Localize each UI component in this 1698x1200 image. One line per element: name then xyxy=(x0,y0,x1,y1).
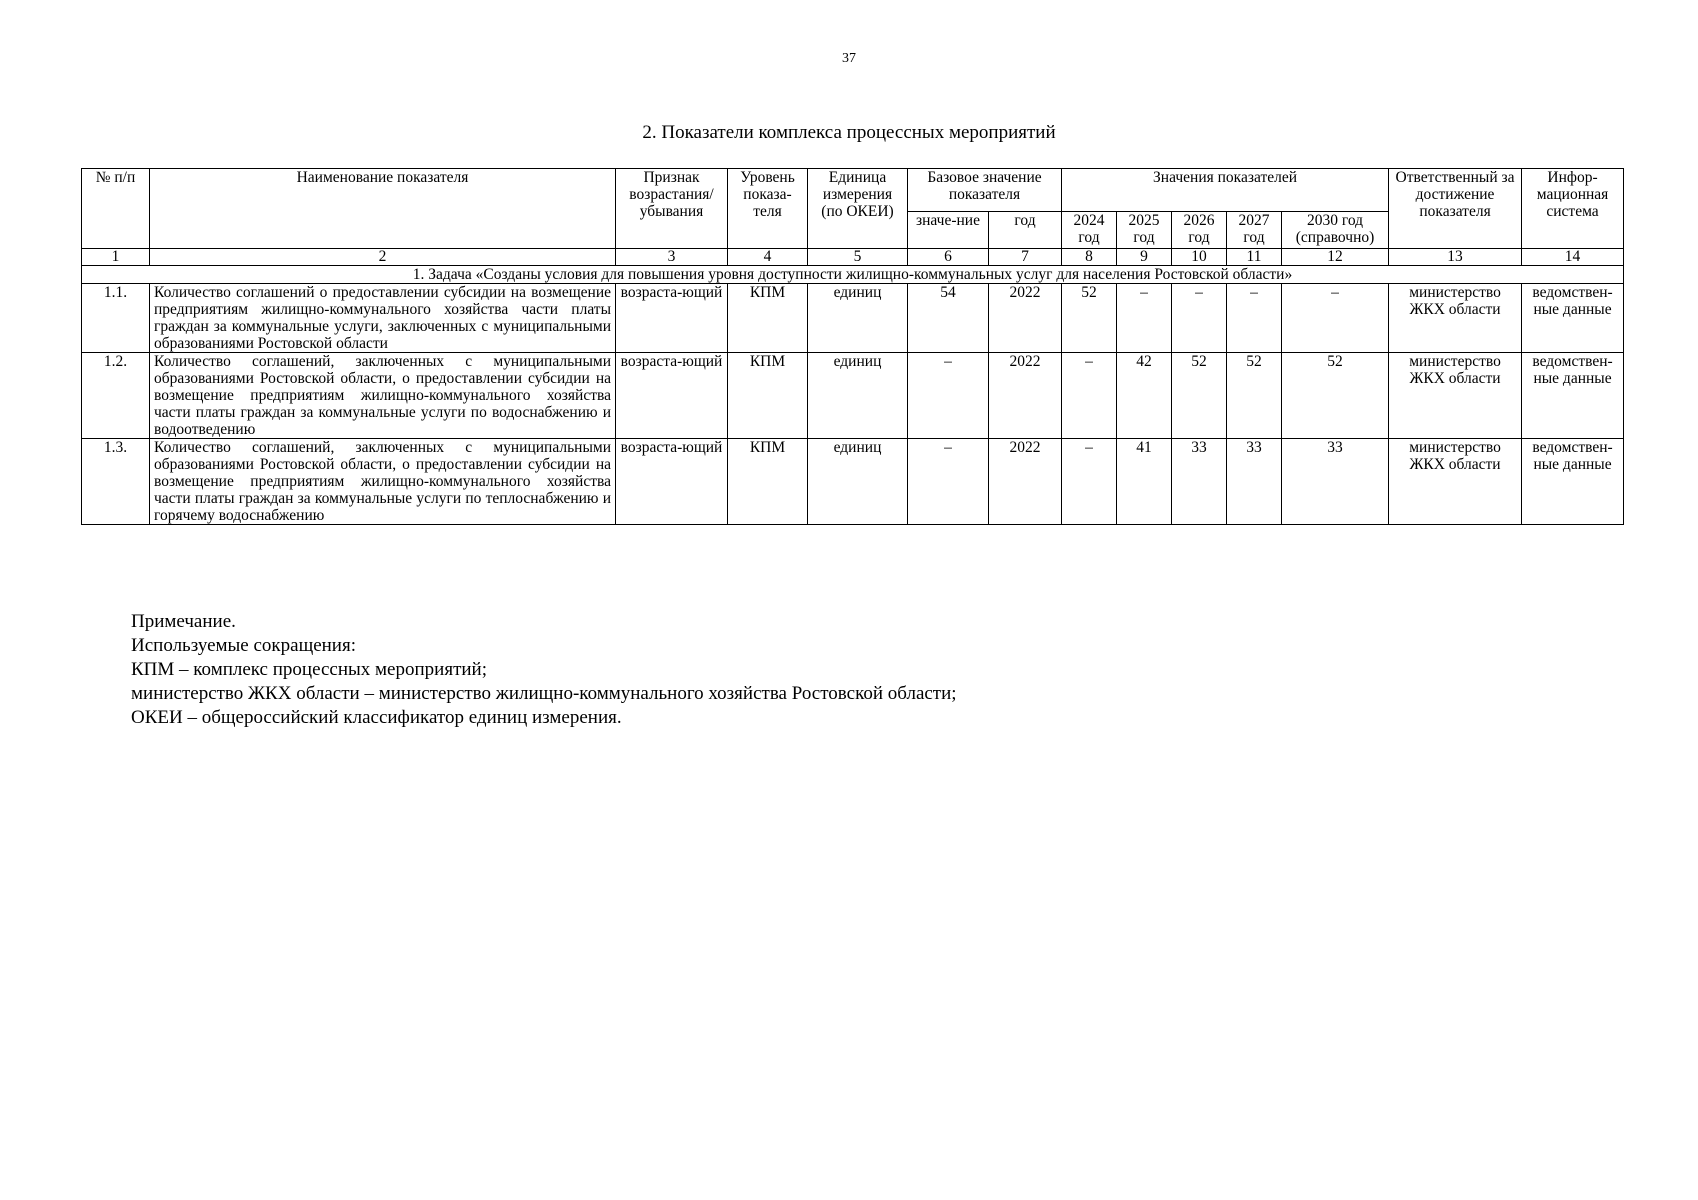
column-number: 6 xyxy=(908,249,989,266)
row-name: Количество соглашений, заключенных с муниципальными образованиями Ростовской области, о предоставлении субсидии на возмещение предприятиям жилищно-коммунального хозяйства части платы граждан за коммунальные услуги по теплоснабжению и горячему водоснабжению xyxy=(150,439,616,525)
header-level: Уровень показа-теля xyxy=(728,169,808,249)
note-heading: Примечание. xyxy=(131,611,236,632)
header-values: Значения показателей xyxy=(1062,169,1389,212)
row-sign: возраста-ющий xyxy=(616,353,728,439)
row-info-system: ведомствен-ные данные xyxy=(1522,284,1624,353)
header-unit: Единица измерения (по ОКЕИ) xyxy=(808,169,908,249)
row-base-year: 2022 xyxy=(989,284,1062,353)
row-2025: 42 xyxy=(1117,353,1172,439)
header-name: Наименование показателя xyxy=(150,169,616,249)
column-number: 3 xyxy=(616,249,728,266)
row-2026: 52 xyxy=(1172,353,1227,439)
column-number: 7 xyxy=(989,249,1062,266)
header-base-value: значе-ние xyxy=(908,212,989,249)
row-responsible: министерство ЖКХ области xyxy=(1389,353,1522,439)
row-unit: единиц xyxy=(808,353,908,439)
row-2025: – xyxy=(1117,284,1172,353)
table-row xyxy=(82,439,1624,525)
row-num: 1.2. xyxy=(82,353,150,439)
table-row xyxy=(82,284,1624,353)
row-2027: – xyxy=(1227,284,1282,353)
column-number-row xyxy=(82,249,1624,266)
row-num: 1.3. xyxy=(82,439,150,525)
header-2026: 2026 год xyxy=(1172,212,1227,249)
row-base-value: – xyxy=(908,353,989,439)
header-2030: 2030 год (справочно) xyxy=(1282,212,1389,249)
task-title: 1. Задача «Созданы условия для повышения уровня доступности жилищно-коммунальных услуг для населения Ростовской области» xyxy=(82,266,1624,284)
row-2025: 41 xyxy=(1117,439,1172,525)
row-level: КПМ xyxy=(728,284,808,353)
task-row xyxy=(82,266,1624,284)
row-info-system: ведомствен-ные данные xyxy=(1522,439,1624,525)
column-number: 11 xyxy=(1227,249,1282,266)
header-2024: 2024 год xyxy=(1062,212,1117,249)
row-2030: 33 xyxy=(1282,439,1389,525)
header-sign: Признак возрастания/ убывания xyxy=(616,169,728,249)
row-responsible: министерство ЖКХ области xyxy=(1389,284,1522,353)
notes xyxy=(131,610,957,730)
header-2025: 2025 год xyxy=(1117,212,1172,249)
row-2026: 33 xyxy=(1172,439,1227,525)
row-2026: – xyxy=(1172,284,1227,353)
row-base-value: – xyxy=(908,439,989,525)
row-2024: 52 xyxy=(1062,284,1117,353)
header-base-year: год xyxy=(989,212,1062,249)
header-2027: 2027 год xyxy=(1227,212,1282,249)
column-number: 5 xyxy=(808,249,908,266)
note-line: ОКЕИ – общероссийский классификатор единиц измерения. xyxy=(131,707,622,728)
column-number: 9 xyxy=(1117,249,1172,266)
section-title: 2. Показатели комплекса процессных мероприятий xyxy=(642,122,1056,143)
note-line: КПМ – комплекс процессных мероприятий; xyxy=(131,659,487,680)
page-number: 37 xyxy=(842,51,856,66)
note-abbreviations-heading: Используемые сокращения: xyxy=(131,635,356,656)
column-number: 4 xyxy=(728,249,808,266)
column-number: 8 xyxy=(1062,249,1117,266)
row-info-system: ведомствен-ные данные xyxy=(1522,353,1624,439)
row-2030: 52 xyxy=(1282,353,1389,439)
column-number: 14 xyxy=(1522,249,1624,266)
row-num: 1.1. xyxy=(82,284,150,353)
row-level: КПМ xyxy=(728,353,808,439)
row-base-year: 2022 xyxy=(989,439,1062,525)
row-sign: возраста-ющий xyxy=(616,284,728,353)
column-number: 2 xyxy=(150,249,616,266)
row-name: Количество соглашений о предоставлении субсидии на возмещение предприятиям жилищно-коммунального хозяйства части платы граждан за коммунальные услуги, заключенных с муниципальными образованиями Ростовской области xyxy=(150,284,616,353)
row-name: Количество соглашений, заключенных с муниципальными образованиями Ростовской области, о предоставлении субсидии на возмещение предприятиям жилищно-коммунального хозяйства части платы граждан за коммунальные услуги по водоснабжению и водоотведению xyxy=(150,353,616,439)
header-num: № п/п xyxy=(82,169,150,249)
row-unit: единиц xyxy=(808,439,908,525)
row-unit: единиц xyxy=(808,284,908,353)
header-responsible: Ответственный за достижение показателя xyxy=(1389,169,1522,249)
row-base-year: 2022 xyxy=(989,353,1062,439)
column-number: 13 xyxy=(1389,249,1522,266)
row-2030: – xyxy=(1282,284,1389,353)
row-2027: 33 xyxy=(1227,439,1282,525)
column-number: 12 xyxy=(1282,249,1389,266)
header-info-system: Инфор-мационная система xyxy=(1522,169,1624,249)
column-number: 1 xyxy=(82,249,150,266)
row-responsible: министерство ЖКХ области xyxy=(1389,439,1522,525)
row-level: КПМ xyxy=(728,439,808,525)
row-base-value: 54 xyxy=(908,284,989,353)
indicators-table xyxy=(81,168,1624,525)
table-row xyxy=(82,353,1624,439)
header-base: Базовое значение показателя xyxy=(908,169,1062,212)
row-2024: – xyxy=(1062,353,1117,439)
column-number: 10 xyxy=(1172,249,1227,266)
row-2024: – xyxy=(1062,439,1117,525)
row-2027: 52 xyxy=(1227,353,1282,439)
row-sign: возраста-ющий xyxy=(616,439,728,525)
note-line: министерство ЖКХ области – министерство жилищно-коммунального хозяйства Ростовской области; xyxy=(131,683,957,704)
